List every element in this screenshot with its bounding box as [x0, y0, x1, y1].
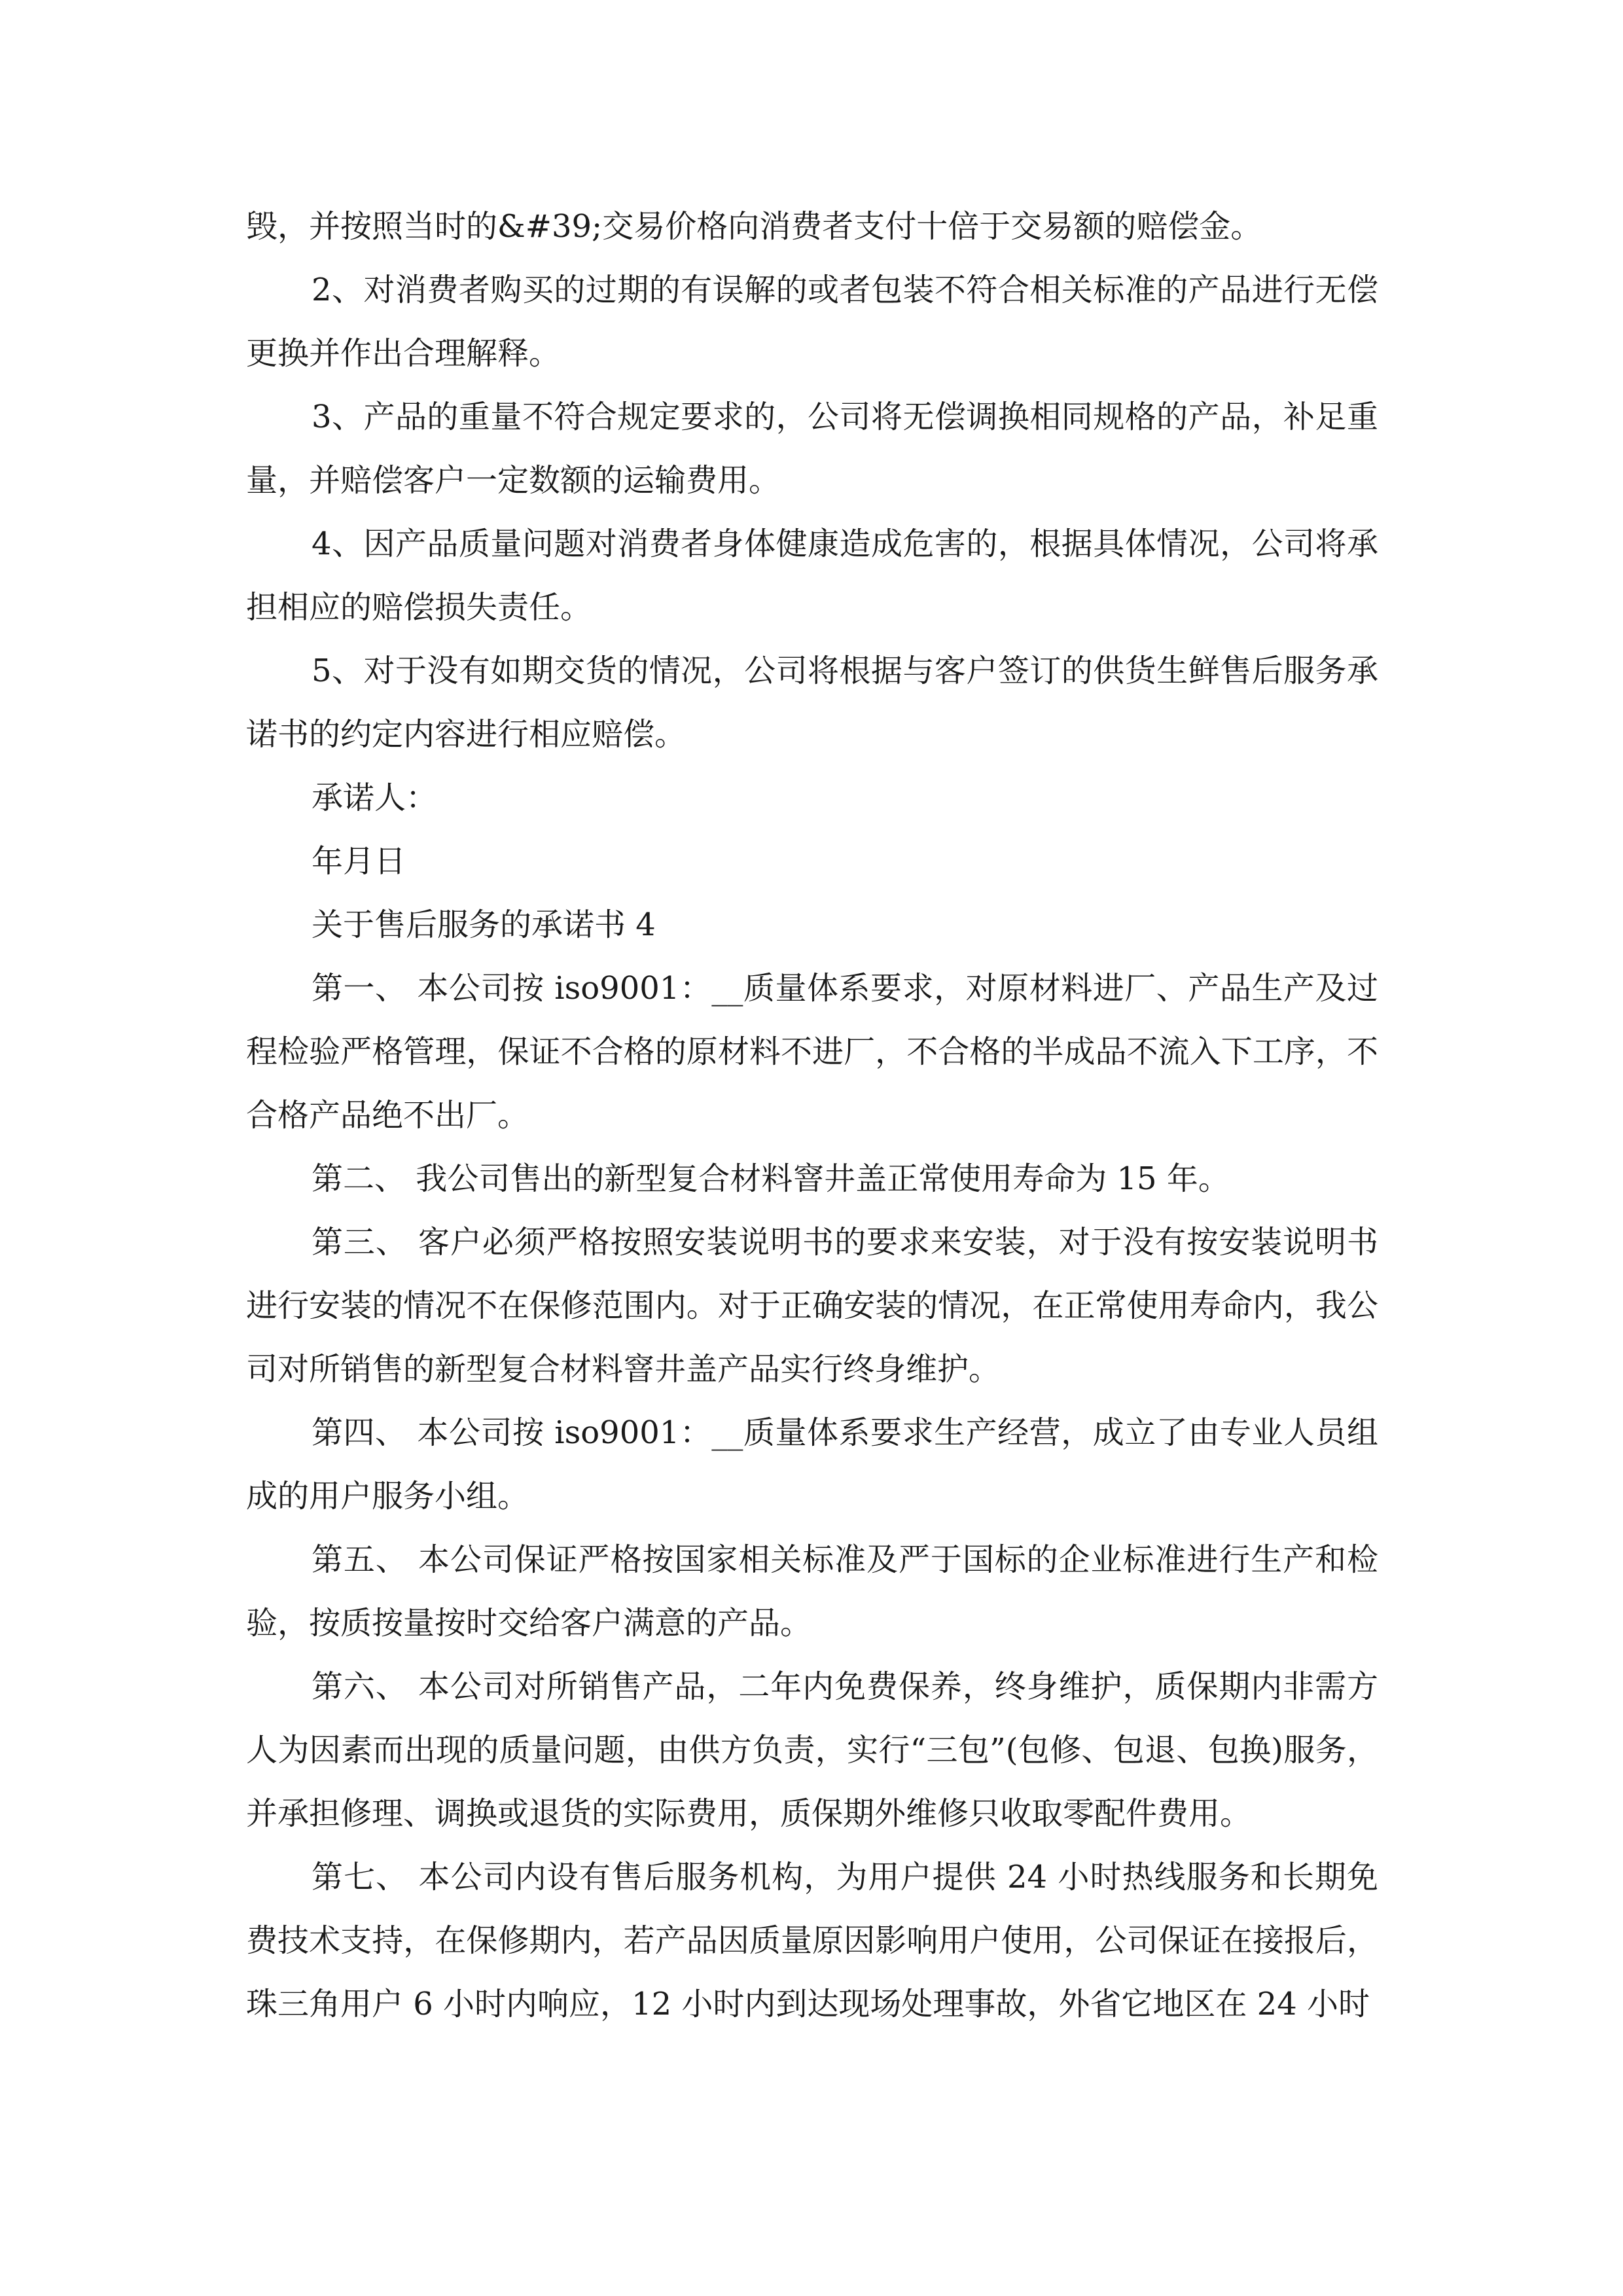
paragraph-item-2: 2、对消费者购买的过期的有误解的或者包装不符合相关标准的产品进行无偿更换并作出合理解释。	[246, 272, 1378, 372]
date-line: 年月日	[312, 843, 406, 880]
clause-3: 第三、 客户必须严格按照安装说明书的要求来安装，对于没有按安装说明书进行安装的情况不在保修范围内。对于正确安装的情况，在正常使用寿命内，我公司对所销售的新型复合材料窨井盖产品实行终身维护。	[246, 1224, 1378, 1388]
paragraph-item-4: 4、因产品质量问题对消费者身体健康造成危害的，根据具体情况，公司将承担相应的赔偿损失责任。	[246, 526, 1378, 626]
paragraph-item-5: 5、对于没有如期交货的情况，公司将根据与客户签订的供货生鲜售后服务承诺书的约定内容进行相应赔偿。	[246, 653, 1378, 753]
clause-7: 第七、 本公司内设有售后服务机构，为用户提供 24 小时热线服务和长期免费技术支持，在保修期内，若产品因质量原因影响用户使用，公司保证在接报后，珠三角用户 6 小时内响应，12 小时内到达现场处理事故，外省它地区在 24 小时	[246, 1859, 1378, 2022]
paragraph-continuation: 毁，并按照当时的&#39;交易价格向消费者支付十倍于交易额的赔偿金。	[246, 208, 1262, 245]
document-body	[246, 195, 1378, 2036]
section-title: 关于售后服务的承诺书 4	[312, 906, 656, 943]
clause-6: 第六、 本公司对所销售产品，二年内免费保养，终身维护，质保期内非需方人为因素而出现的质量问题，由供方负责，实行“三包”(包修、包退、包换)服务，并承担修理、调换或退货的实际费用，质保期外维修只收取零配件费用。	[246, 1668, 1378, 1832]
clause-2: 第二、 我公司售出的新型复合材料窨井盖正常使用寿命为 15 年。	[312, 1160, 1230, 1197]
paragraph-item-3: 3、产品的重量不符合规定要求的，公司将无偿调换相同规格的产品，补足重量，并赔偿客户一定数额的运输费用。	[246, 399, 1378, 499]
signatory-label: 承诺人：	[312, 780, 438, 816]
clause-4: 第四、 本公司按 iso9001：__质量体系要求生产经营，成立了由专业人员组成的用户服务小组。	[246, 1414, 1378, 1515]
clause-1: 第一、 本公司按 iso9001：__质量体系要求，对原材料进厂、产品生产及过程检验严格管理，保证不合格的原材料不进厂，不合格的半成品不流入下工序，不合格产品绝不出厂。	[246, 970, 1378, 1134]
clause-5: 第五、 本公司保证严格按国家相关标准及严于国标的企业标准进行生产和检验，按质按量按时交给客户满意的产品。	[246, 1541, 1378, 1641]
